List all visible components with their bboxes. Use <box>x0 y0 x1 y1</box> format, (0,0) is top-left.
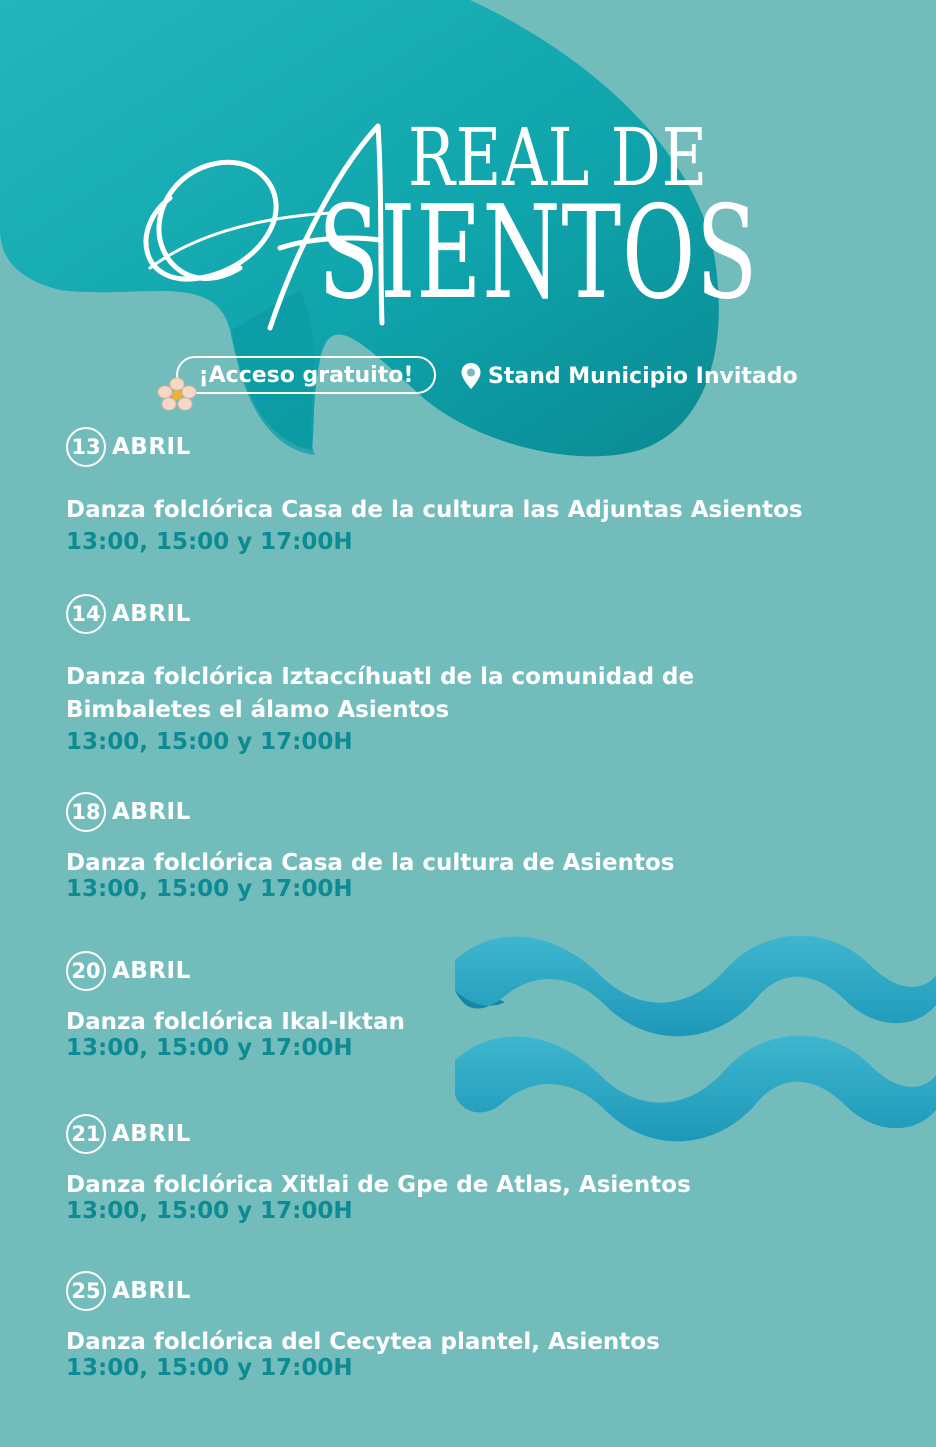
free-access-label: ¡Acceso gratuito! <box>198 362 414 388</box>
event-month: ABRIL <box>112 958 191 984</box>
title-line-2: SIENTOS <box>318 179 759 328</box>
title-line-1: REAL DE <box>408 111 708 204</box>
event-title: Danza folclórica Casa de la cultura las Adjuntas Asientos <box>66 497 803 523</box>
event-month: ABRIL <box>112 799 191 825</box>
event-day: 14 <box>66 594 106 634</box>
event-time: 13:00, 15:00 y 17:00H <box>66 529 353 555</box>
event-day: 13 <box>66 427 106 467</box>
event-month: ABRIL <box>112 1121 191 1147</box>
event-time: 13:00, 15:00 y 17:00H <box>66 1355 353 1381</box>
event-title: Danza folclórica del Cecytea plantel, Asientos <box>66 1329 660 1355</box>
event-item <box>66 791 674 904</box>
location-label: Stand Municipio Invitado <box>488 363 798 389</box>
flower-icon <box>156 377 198 411</box>
event-item <box>66 1113 691 1226</box>
event-month: ABRIL <box>112 434 191 460</box>
event-time: 13:00, 15:00 y 17:00H <box>66 729 353 755</box>
event-item <box>66 426 803 557</box>
event-title: Danza folclórica Xitlai de Gpe de Atlas, Asientos <box>66 1172 691 1198</box>
event-title: Danza folclórica Iztaccíhuatl de la comunidad de Bimbaletes el álamo Asientos <box>66 664 695 723</box>
event-day: 20 <box>66 951 106 991</box>
event-title: Danza folclórica Casa de la cultura de Asientos <box>66 850 675 876</box>
event-title: Danza folclórica Ikal-Iktan <box>66 1009 405 1035</box>
event-item <box>66 1270 660 1383</box>
event-time: 13:00, 15:00 y 17:00H <box>66 876 353 902</box>
event-item <box>66 593 766 757</box>
event-month: ABRIL <box>112 1278 191 1304</box>
event-time: 13:00, 15:00 y 17:00H <box>66 1035 353 1061</box>
free-access-badge <box>176 356 436 394</box>
wave-top <box>455 936 936 1037</box>
location-info <box>460 360 798 392</box>
event-day: 21 <box>66 1114 106 1154</box>
event-month: ABRIL <box>112 601 191 627</box>
event-time: 13:00, 15:00 y 17:00H <box>66 1198 353 1224</box>
location-pin-icon <box>460 362 482 390</box>
event-day: 18 <box>66 792 106 832</box>
event-item <box>66 950 405 1063</box>
event-day: 25 <box>66 1271 106 1311</box>
